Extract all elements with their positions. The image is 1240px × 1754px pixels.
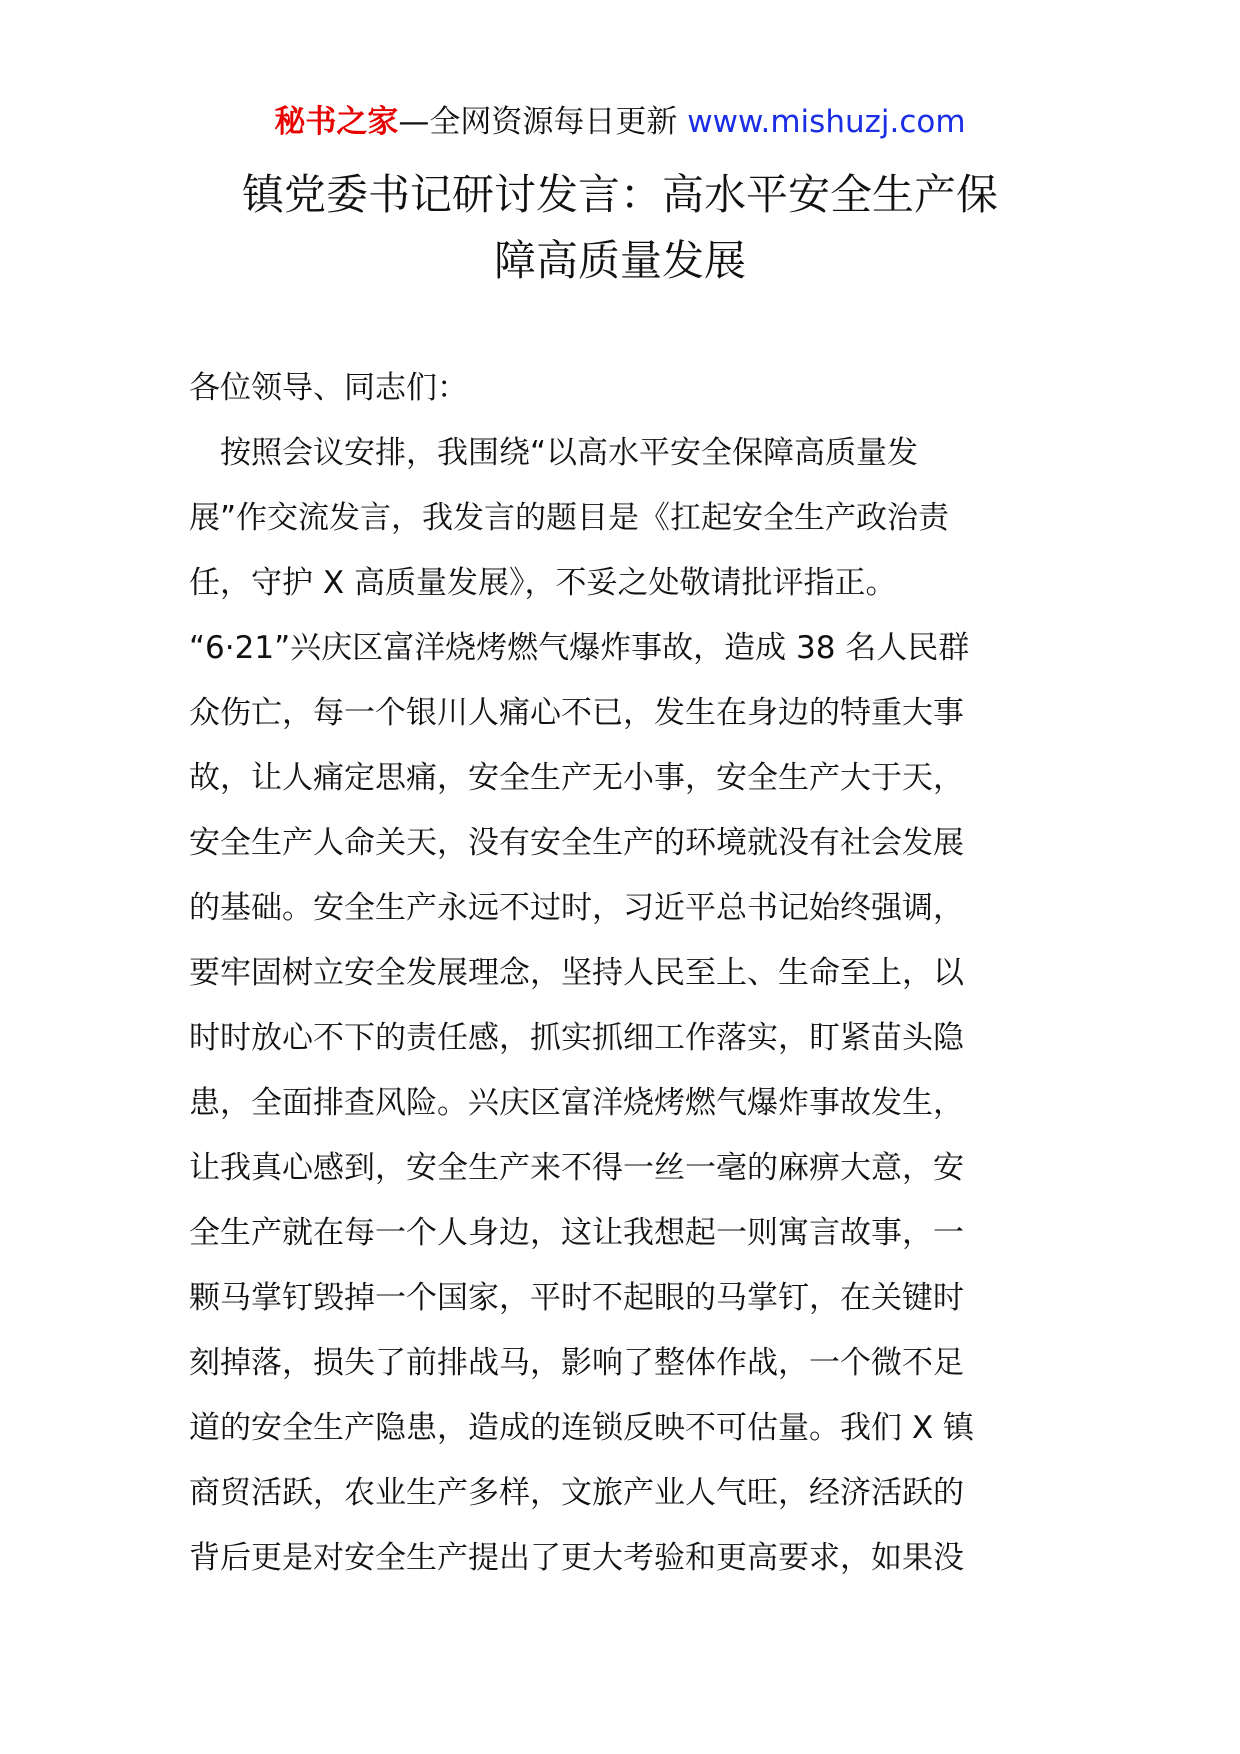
body-line: 众伤亡，每一个银川人痛心不已，发生在身边的特重大事 (189, 695, 964, 731)
salutation: 各位领导、同志们： (189, 370, 468, 406)
document-body (189, 356, 1059, 1591)
body-line: 故，让人痛定思痛，安全生产无小事，安全生产大于天， (189, 760, 964, 796)
site-url-link[interactable]: www.mishuzj.com (687, 104, 966, 140)
body-line: 让我真心感到，安全生产来不得一丝一毫的麻痹大意，安 (189, 1150, 964, 1186)
body-line: “6·21”兴庆区富洋烧烤燃气爆炸事故，造成 38 名人民群 (189, 630, 970, 666)
body-line: 要牢固树立安全发展理念，坚持人民至上、生命至上，以 (189, 955, 964, 991)
body-line: 全生产就在每一个人身边，这让我想起一则寓言故事，一 (189, 1215, 964, 1251)
body-line: 任，守护 X 高质量发展》，不妥之处敬请批评指正。 (189, 565, 897, 601)
body-line: 患，全面排查风险。兴庆区富洋烧烤燃气爆炸事故发生， (189, 1085, 964, 1121)
body-line: 刻掉落，损失了前排战马，影响了整体作战，一个微不足 (189, 1345, 964, 1381)
document-title (160, 162, 1080, 294)
title-line: 镇党委书记研讨发言：高水平安全生产保 (241, 170, 998, 219)
brand-name: 秘书之家 (274, 104, 399, 140)
body-line: 颗马掌钉毁掉一个国家，平时不起眼的马掌钉，在关键时 (189, 1280, 964, 1316)
site-header (0, 100, 1240, 144)
body-line: 展”作交流发言，我发言的题目是《扛起安全生产政治责 (189, 500, 950, 536)
body-line: 安全生产人命关天，没有安全生产的环境就没有社会发展 (189, 825, 964, 861)
body-line: 背后更是对安全生产提出了更大考验和更高要求，如果没 (189, 1540, 964, 1576)
body-line: 的基础。安全生产永远不过时，习近平总书记始终强调， (189, 890, 964, 926)
header-tagline: —全网资源每日更新 (398, 104, 688, 140)
body-line: 道的安全生产隐患，造成的连锁反映不可估量。我们 X 镇 (189, 1410, 974, 1446)
title-line: 障高质量发展 (493, 236, 746, 285)
body-line: 时时放心不下的责任感，抓实抓细工作落实，盯紧苗头隐 (189, 1020, 964, 1056)
body-line: 按照会议安排，我围绕“以高水平安全保障高质量发 (189, 435, 919, 471)
body-line: 商贸活跃，农业生产多样，文旅产业人气旺，经济活跃的 (189, 1475, 964, 1511)
